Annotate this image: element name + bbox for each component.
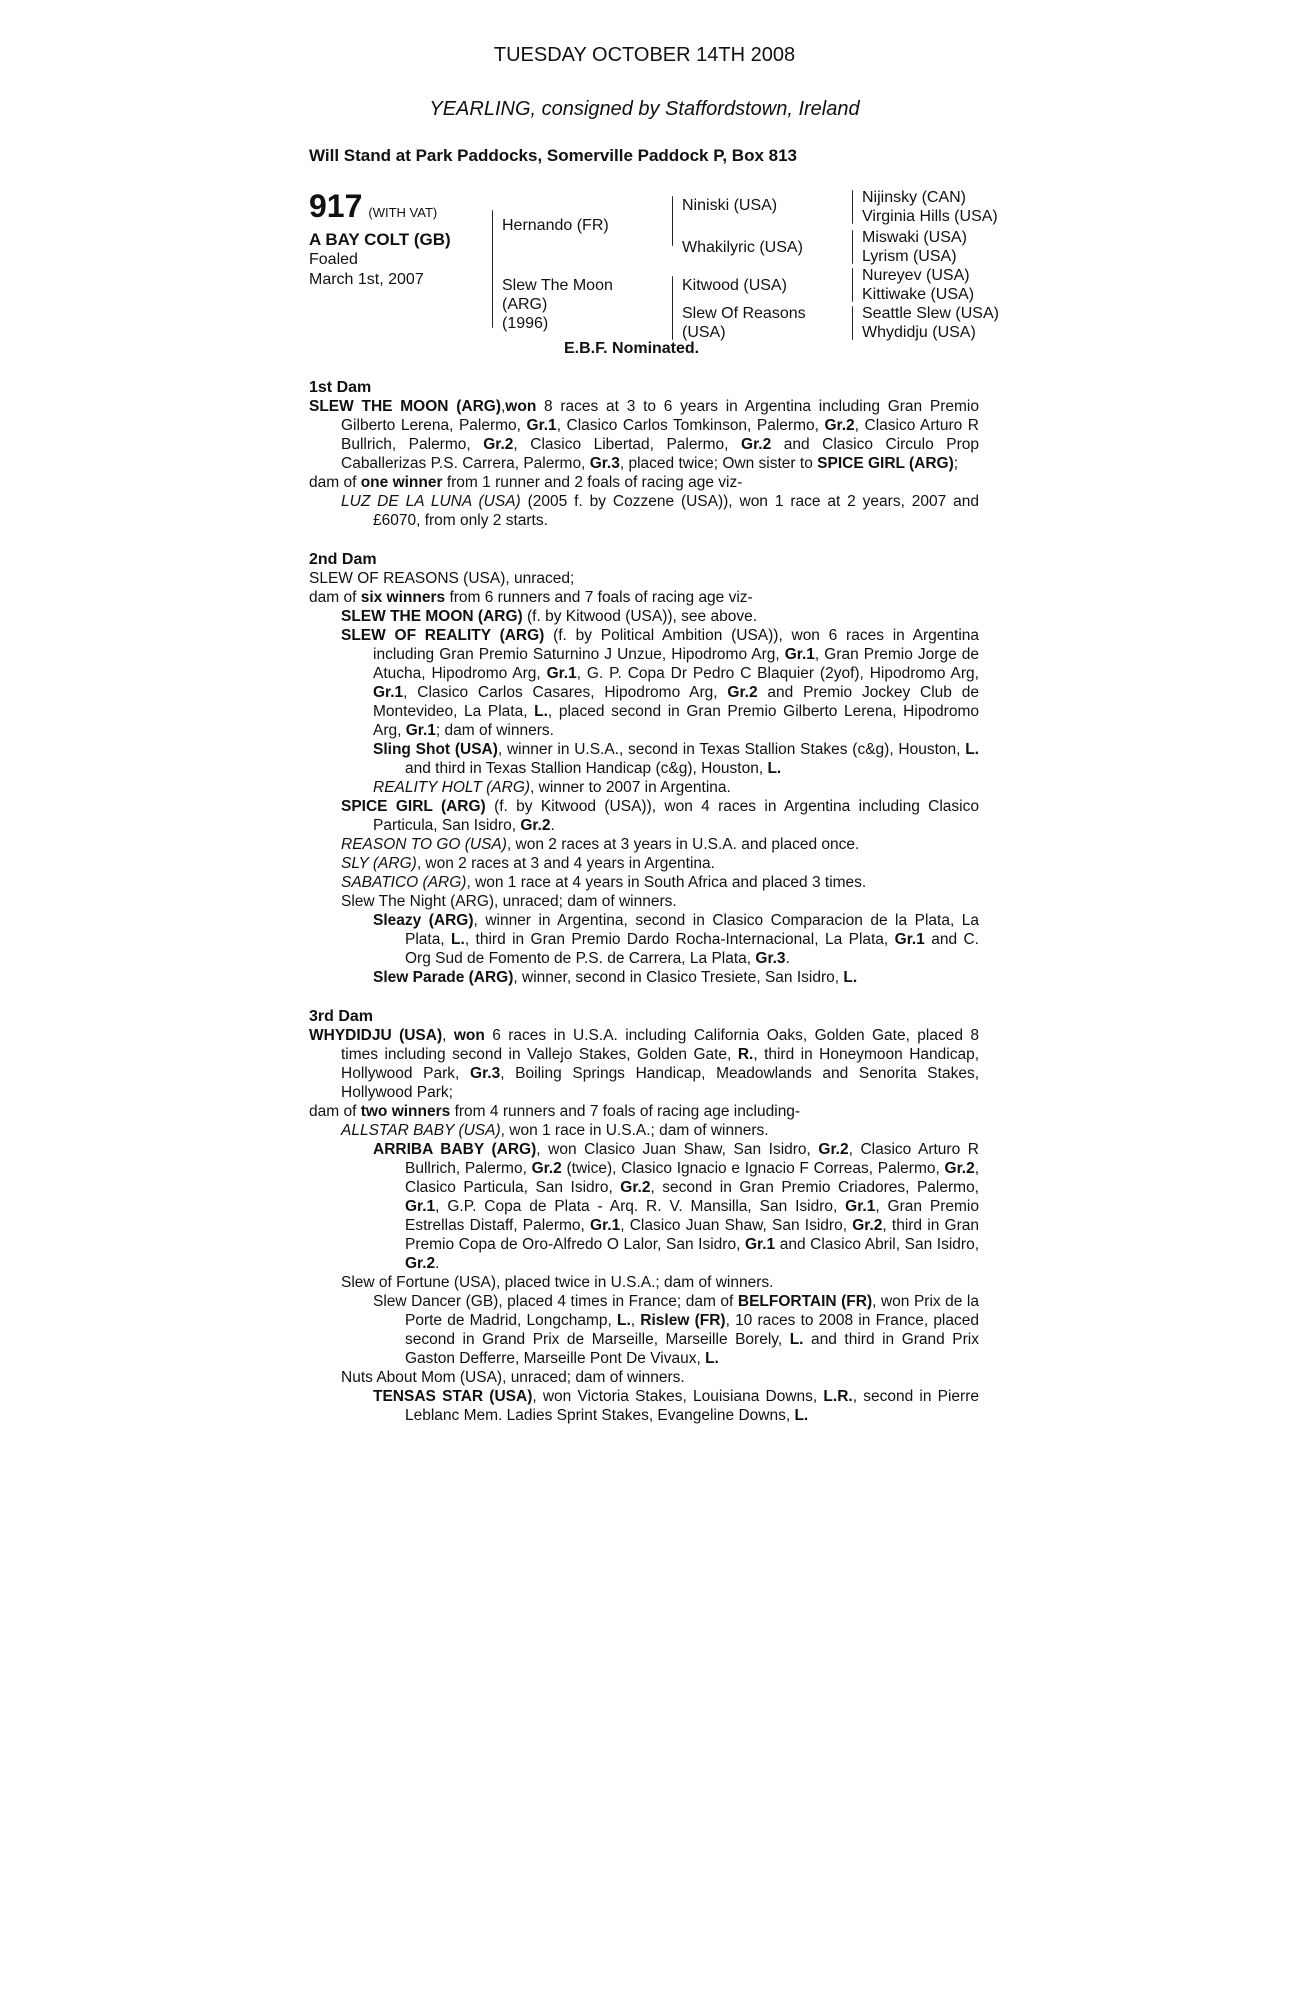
text-run: SLEW OF REALITY (ARG) [341, 627, 545, 644]
record-entry [309, 911, 979, 968]
sale-date: TUESDAY OCTOBER 14TH 2008 [493, 44, 796, 66]
text-run: Gr.1 [373, 684, 404, 701]
text-run: and third in Texas Stallion Handicap (c&g), Houston, [405, 760, 768, 777]
text-run: Gr.1 [894, 931, 925, 948]
text-run: , won Prix de la Porte de Madrid, Longchamp, [405, 1293, 979, 1329]
text-run: L. [767, 760, 782, 777]
text-run: L. [843, 969, 858, 986]
pedigree-dam-dam [682, 304, 806, 342]
record-entry [309, 492, 979, 530]
text-run: L.R. [823, 1388, 853, 1405]
record-entry [309, 473, 979, 492]
pedigree-brace [852, 230, 853, 264]
text-run: , Clasico Arturo R Bullrich, Palermo, [405, 1141, 979, 1177]
pedigree-g5: Nureyev (USA) [862, 267, 970, 284]
pedigree-dam-country: (ARG) [502, 296, 548, 313]
record-entry [309, 740, 979, 778]
pedigree-g1: Nijinsky (CAN) [862, 189, 966, 206]
text-run: 6 races in U.S.A. including California Oaks, Golden Gate, placed 8 times including second in Vallejo Stakes, Golden Gate, [341, 1027, 979, 1063]
pedigree-sire-dam: Whakilyric (USA) [682, 239, 803, 256]
record-entry [309, 873, 979, 892]
record-entry [309, 607, 979, 626]
text-run: 8 races at 3 to 6 years in Argentina including Gran Premio Gilberto Lerena, Palermo, [341, 398, 979, 434]
text-run: L. [705, 1350, 719, 1367]
text-run: . [785, 950, 790, 967]
text-run: won [505, 398, 537, 415]
text-run: (f. by Kitwood (USA)), won 4 races in Argentina including Clasico Particula, San Isidro, [373, 798, 979, 834]
text-run: Gr.2 [483, 436, 514, 453]
text-run: . [550, 817, 555, 834]
dam-section [309, 550, 979, 987]
text-run: from 1 runner and 2 foals of racing age viz- [442, 474, 743, 491]
text-run: (twice), Clasico Ignacio e Ignacio F Correas, Palermo, [561, 1160, 945, 1177]
text-run: Gr.1 [845, 1198, 876, 1215]
text-run: , winner in Argentina, second in Clasico Comparacion de la Plata, La Plata, [405, 912, 979, 948]
record-entry [309, 1273, 979, 1292]
pedigree-g3: Miswaki (USA) [862, 229, 967, 246]
text-run: , Clasico Juan Shaw, San Isidro, [620, 1217, 853, 1234]
record-entry [309, 1102, 979, 1121]
record-entry [309, 588, 979, 607]
text-run: dam of [309, 1103, 361, 1120]
text-run: , 10 races to 2008 in France, placed second in Grand Prix de Marseille, Marseille Borely, [405, 1312, 979, 1348]
text-run: Gr.1 [405, 1198, 436, 1215]
record-entry [309, 397, 979, 473]
text-run: Gr.1 [784, 646, 815, 663]
lot-description: A BAY COLT (GB) [309, 230, 451, 249]
text-run: REALITY HOLT (ARG) [373, 779, 531, 796]
text-run: from 6 runners and 7 foals of racing age viz- [445, 589, 753, 606]
pedigree-dam-sire: Kitwood (USA) [682, 277, 787, 294]
text-run: Slew Dancer (GB), placed 4 times in France; dam of [373, 1293, 738, 1310]
text-run: Gr.1 [526, 417, 557, 434]
text-run: SABATICO (ARG) [341, 874, 467, 891]
pedigree-sire: Hernando (FR) [502, 217, 609, 234]
text-run: L. [451, 931, 465, 948]
record-entry [309, 1368, 979, 1387]
pedigree-brace [852, 306, 853, 340]
record-entry [309, 854, 979, 873]
text-run: dam of [309, 474, 361, 491]
text-run: Gr.2 [852, 1217, 883, 1234]
text-run: L. [617, 1312, 631, 1329]
pedigree-dam-dam-country: (USA) [682, 324, 726, 341]
text-run: (2005 f. by Cozzene (USA)), won 1 race at 2 years, 2007 and £6070, from only 2 starts. [373, 493, 979, 529]
text-run: Gr.2 [824, 417, 855, 434]
pedigree-brace [672, 276, 673, 340]
lot-subtitle: YEARLING, consigned by Staffordstown, Ireland [429, 98, 860, 120]
pedigree-sire-sire: Niniski (USA) [682, 197, 778, 214]
pedigree-dam-name: Slew The Moon [502, 277, 613, 294]
text-run: , Gran Premio Estrellas Distaff, Palermo, [405, 1198, 979, 1234]
text-run: six winners [360, 589, 446, 606]
text-run: WHYDIDJU (USA) [309, 1027, 443, 1044]
text-run: ALLSTAR BABY (USA) [341, 1122, 501, 1139]
pedigree-g7: Seattle Slew (USA) [862, 305, 999, 322]
text-run: , winner in U.S.A., second in Texas Stallion Stakes (c&g), Houston, [497, 741, 966, 758]
text-run: Gr.3 [755, 950, 786, 967]
dam-heading: 2nd Dam [309, 551, 377, 568]
text-run: Gr.1 [405, 722, 436, 739]
text-run: Gr.2 [520, 817, 551, 834]
pedigree-brace [492, 210, 493, 328]
text-run: BELFORTAIN (FR) [737, 1293, 873, 1310]
text-run: Gr.2 [818, 1141, 849, 1158]
text-run: , second in Gran Premio Criadores, Palermo, [650, 1179, 979, 1196]
produce-record [309, 378, 979, 1425]
text-run: , third in Gran Premio Dardo Rocha-Internacional, La Plata, [464, 931, 895, 948]
pedigree-brace [852, 268, 853, 302]
text-run: , Clasico Particula, San Isidro, [405, 1160, 980, 1196]
text-run: , won Victoria Stakes, Louisiana Downs, [532, 1388, 824, 1405]
text-run: , won 1 race at 4 years in South Africa and placed 3 times. [466, 874, 867, 891]
dam-heading: 3rd Dam [309, 1008, 374, 1025]
text-run: L. [794, 1407, 809, 1424]
record-entry [309, 1140, 979, 1273]
text-run: Gr.2 [741, 436, 772, 453]
record-entry [309, 569, 979, 588]
text-run: one winner [360, 474, 443, 491]
text-run: dam of [309, 589, 361, 606]
text-run: LUZ DE LA LUNA (USA) [341, 493, 521, 510]
pedigree-dam [502, 276, 613, 333]
text-run: Gr.2 [531, 1160, 562, 1177]
foaled-label: Foaled [309, 251, 358, 268]
text-run: SPICE GIRL (ARG) [817, 455, 954, 472]
record-entry [309, 626, 979, 740]
text-run: , third in Gran Premio Copa de Oro-Alfredo O Lalor, San Isidro, [405, 1217, 979, 1253]
text-run: Gr.1 [546, 665, 577, 682]
foaled-date: March 1st, 2007 [309, 271, 424, 288]
pedigree-dam-dam-name: Slew Of Reasons [682, 305, 806, 322]
text-run: (f. by Political Ambition (USA)), won 6 races in Argentina including Gran Premio Saturnino J Unzue, Hipodromo Arg, [373, 627, 980, 663]
vat-label: (WITH VAT) [368, 205, 438, 220]
pedigree-g8: Whydidju (USA) [862, 324, 976, 341]
text-run: , G. P. Copa Dr Pedro C Blaquier (2yof), Hipodromo Arg, [576, 665, 979, 682]
text-run: , third in Honeymoon Handicap, Hollywood Park, [341, 1046, 979, 1082]
pedigree-g4: Lyrism (USA) [862, 248, 957, 265]
text-run: and Clasico Circulo Prop Caballerizas P.S. Carrera, Palermo, [341, 436, 980, 472]
record-entry [309, 797, 979, 835]
text-run: L. [789, 1331, 804, 1348]
text-run: (f. by Kitwood (USA)), see above. [522, 608, 758, 625]
text-run: L. [965, 741, 979, 758]
text-run: , Clasico Carlos Casares, Hipodromo Arg, [403, 684, 728, 701]
text-run: ; [953, 455, 959, 472]
record-entry [309, 1387, 979, 1425]
text-run: Gr.2 [944, 1160, 975, 1177]
text-run: Nuts About Mom (USA), unraced; dam of winners. [341, 1369, 685, 1386]
ebf-nomination: E.B.F. Nominated. [564, 340, 700, 357]
text-run: Gr.1 [590, 1217, 621, 1234]
record-entry [309, 778, 979, 797]
pedigree-g2: Virginia Hills (USA) [862, 208, 998, 225]
text-run: from 4 runners and 7 foals of racing age including- [450, 1103, 801, 1120]
text-run: , won 2 races at 3 and 4 years in Argentina. [416, 855, 715, 872]
text-run: Slew The Night (ARG), unraced; dam of winners. [341, 893, 677, 910]
pedigree-dam-year: (1996) [502, 315, 549, 332]
text-run: , winner to 2007 in Argentina. [530, 779, 731, 796]
record-entry [309, 892, 979, 911]
record-entry [309, 835, 979, 854]
dam-section [309, 378, 979, 530]
text-run: , Clasico Libertad, Palermo, [513, 436, 742, 453]
text-run: , Clasico Carlos Tomkinson, Palermo, [556, 417, 825, 434]
text-run: Slew Parade (ARG) [373, 969, 514, 986]
pedigree-brace [672, 196, 673, 246]
text-run: Sleazy (ARG) [373, 912, 474, 929]
pedigree-brace [852, 190, 853, 224]
text-run: REASON TO GO (USA) [341, 836, 507, 853]
text-run: , Clasico Arturo R Bullrich, Palermo, [341, 417, 979, 453]
text-run: TENSAS STAR (USA) [373, 1388, 533, 1405]
text-run: , [442, 1027, 454, 1044]
text-run: , placed second in Gran Premio Gilberto Lerena, Hipodromo Arg, [373, 703, 979, 739]
text-run: Rislew (FR) [640, 1312, 726, 1329]
record-entry [309, 1121, 979, 1140]
text-run: R. [737, 1046, 754, 1063]
text-run: , [500, 398, 506, 415]
text-run: SLY (ARG) [341, 855, 417, 872]
dam-heading: 1st Dam [309, 379, 372, 396]
text-run: and third in Grand Prix Gaston Defferre, Marseille Pont De Vivaux, [405, 1331, 979, 1367]
lot-info [309, 188, 451, 290]
text-run: won [453, 1027, 485, 1044]
text-run: and Clasico Abril, San Isidro, [775, 1236, 980, 1253]
stand-location: Will Stand at Park Paddocks, Somerville Paddock P, Box 813 [309, 146, 798, 165]
text-run: and Premio Jockey Club de Montevideo, La Plata, [373, 684, 979, 720]
text-run: SPICE GIRL (ARG) [341, 798, 486, 815]
text-run: , won Clasico Juan Shaw, San Isidro, [536, 1141, 819, 1158]
text-run: , won 2 races at 3 years in U.S.A. and placed once. [506, 836, 860, 853]
lot-number-line [309, 188, 451, 224]
text-run: , Boiling Springs Handicap, Meadowlands and Senorita Stakes, Hollywood Park; [341, 1065, 980, 1101]
text-run: , G.P. Copa de Plata - Arq. R. V. Mansilla, San Isidro, [435, 1198, 846, 1215]
text-run: and C. Org Sud de Fomento de P.S. de Carrera, La Plata, [405, 931, 979, 967]
text-run: Gr.3 [470, 1065, 501, 1082]
text-run: SLEW THE MOON (ARG) [309, 398, 501, 415]
lot-number: 917 [309, 188, 363, 224]
dam-section [309, 1007, 979, 1425]
text-run: . [435, 1255, 440, 1272]
text-run: Gr.2 [620, 1179, 651, 1196]
text-run: L. [534, 703, 548, 720]
text-run: Gr.3 [589, 455, 620, 472]
record-entry [309, 968, 979, 987]
text-run: , winner, second in Clasico Tresiete, San Isidro, [513, 969, 844, 986]
text-run: , placed twice; Own sister to [619, 455, 818, 472]
record-entry [309, 1026, 979, 1102]
text-run: ; dam of winners. [435, 722, 554, 739]
record-entry [309, 1292, 979, 1368]
text-run: Slew of Fortune (USA), placed twice in U.S.A.; dam of winners. [341, 1274, 774, 1291]
pedigree-g6: Kittiwake (USA) [862, 286, 975, 303]
text-run: Gr.2 [405, 1255, 436, 1272]
text-run: Sling Shot (USA) [373, 741, 498, 758]
text-run: SLEW THE MOON (ARG) [341, 608, 523, 625]
text-run: , [630, 1312, 641, 1329]
text-run: , second in Pierre Leblanc Mem. Ladies Sprint Stakes, Evangeline Downs, [405, 1388, 979, 1424]
text-run: ARRIBA BABY (ARG) [373, 1141, 537, 1158]
text-run: , Gran Premio Jorge de Atucha, Hipodromo Arg, [373, 646, 979, 682]
text-run: Gr.2 [727, 684, 758, 701]
text-run: two winners [360, 1103, 451, 1120]
text-run: , won 1 race in U.S.A.; dam of winners. [500, 1122, 769, 1139]
text-run: SLEW OF REASONS (USA), unraced; [309, 570, 575, 587]
text-run: Gr.1 [744, 1236, 776, 1253]
